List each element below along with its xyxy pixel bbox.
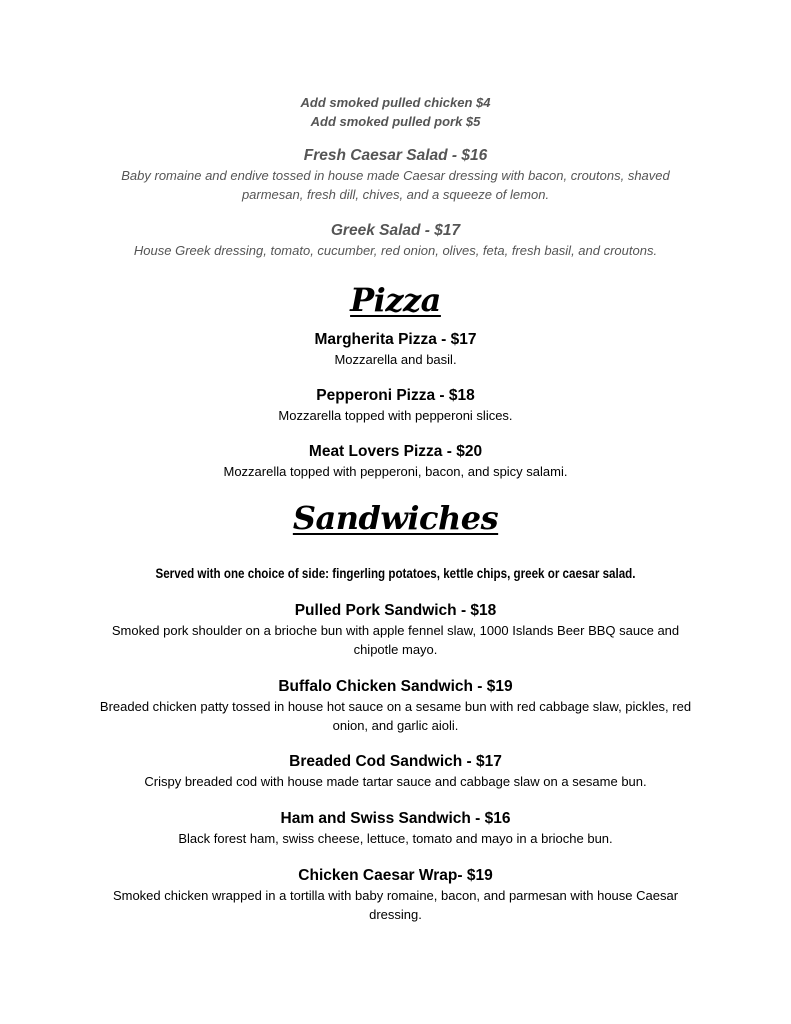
item-title: Breaded Cod Sandwich - $17 <box>289 753 502 770</box>
menu-item-buffalo-chicken-sandwich <box>0 677 791 735</box>
item-title: Chicken Caesar Wrap- $19 <box>298 867 493 884</box>
item-description: Black forest ham, swiss cheese, lettuce, tomato and mayo in a brioche bun. <box>178 831 613 846</box>
item-title: Fresh Caesar Salad - $16 <box>303 147 488 164</box>
menu-item-margherita-pizza <box>0 330 791 369</box>
menu-item-meat-lovers-pizza <box>0 442 791 481</box>
item-description: House Greek dressing, tomato, cucumber, red onion, olives, feta, fresh basil, and croutons. <box>133 243 658 258</box>
menu-item-pulled-pork-sandwich <box>0 601 791 659</box>
sandwich-side-note: Served with one choice of side: fingerling potatoes, kettle chips, greek or caesar salad. <box>155 566 636 581</box>
item-title: Ham and Swiss Sandwich - $16 <box>280 810 511 827</box>
menu-item-chicken-caesar-wrap <box>0 866 791 924</box>
item-title: Pepperoni Pizza - $18 <box>316 387 475 404</box>
item-title: Margherita Pizza - $17 <box>314 331 477 348</box>
menu-item-ham-swiss-sandwich <box>0 809 791 848</box>
item-description: Baby romaine and endive tossed in house made Caesar dressing with bacon, croutons, shaved parmesan, fresh dill, chives, and a squeeze of lemon. <box>121 168 670 202</box>
item-description: Crispy breaded cod with house made tartar sauce and cabbage slaw on a sesame bun. <box>144 774 647 789</box>
item-description: Breaded chicken patty tossed in house hot sauce on a sesame bun with red cabbage slaw, pickles, red onion, and garlic aioli. <box>99 699 692 733</box>
item-description: Mozzarella and basil. <box>334 352 457 367</box>
addon-chicken: Add smoked pulled chicken $4 <box>300 95 491 110</box>
menu-item-greek-salad <box>0 221 791 260</box>
item-description: Smoked pork shoulder on a brioche bun with apple fennel slaw, 1000 Islands Beer BBQ sauce and chipotle mayo. <box>111 623 680 657</box>
item-title: Greek Salad - $17 <box>330 222 461 239</box>
section-heading-sandwiches: Sandwiches <box>292 499 499 537</box>
menu-item-pepperoni-pizza <box>0 386 791 425</box>
item-description: Smoked chicken wrapped in a tortilla with baby romaine, bacon, and parmesan with house Caesar dressing. <box>112 888 679 922</box>
menu-item-caesar-salad <box>0 146 791 204</box>
item-title: Pulled Pork Sandwich - $18 <box>294 602 497 619</box>
salad-addons <box>0 93 791 131</box>
menu-item-breaded-cod-sandwich <box>0 752 791 791</box>
item-description: Mozzarella topped with pepperoni slices. <box>278 408 513 423</box>
section-heading-pizza: Pizza <box>350 281 441 319</box>
item-title: Buffalo Chicken Sandwich - $19 <box>278 678 513 695</box>
item-description: Mozzarella topped with pepperoni, bacon, and spicy salami. <box>223 464 568 479</box>
addon-pork: Add smoked pulled pork $5 <box>310 114 481 129</box>
item-title: Meat Lovers Pizza - $20 <box>308 443 483 460</box>
